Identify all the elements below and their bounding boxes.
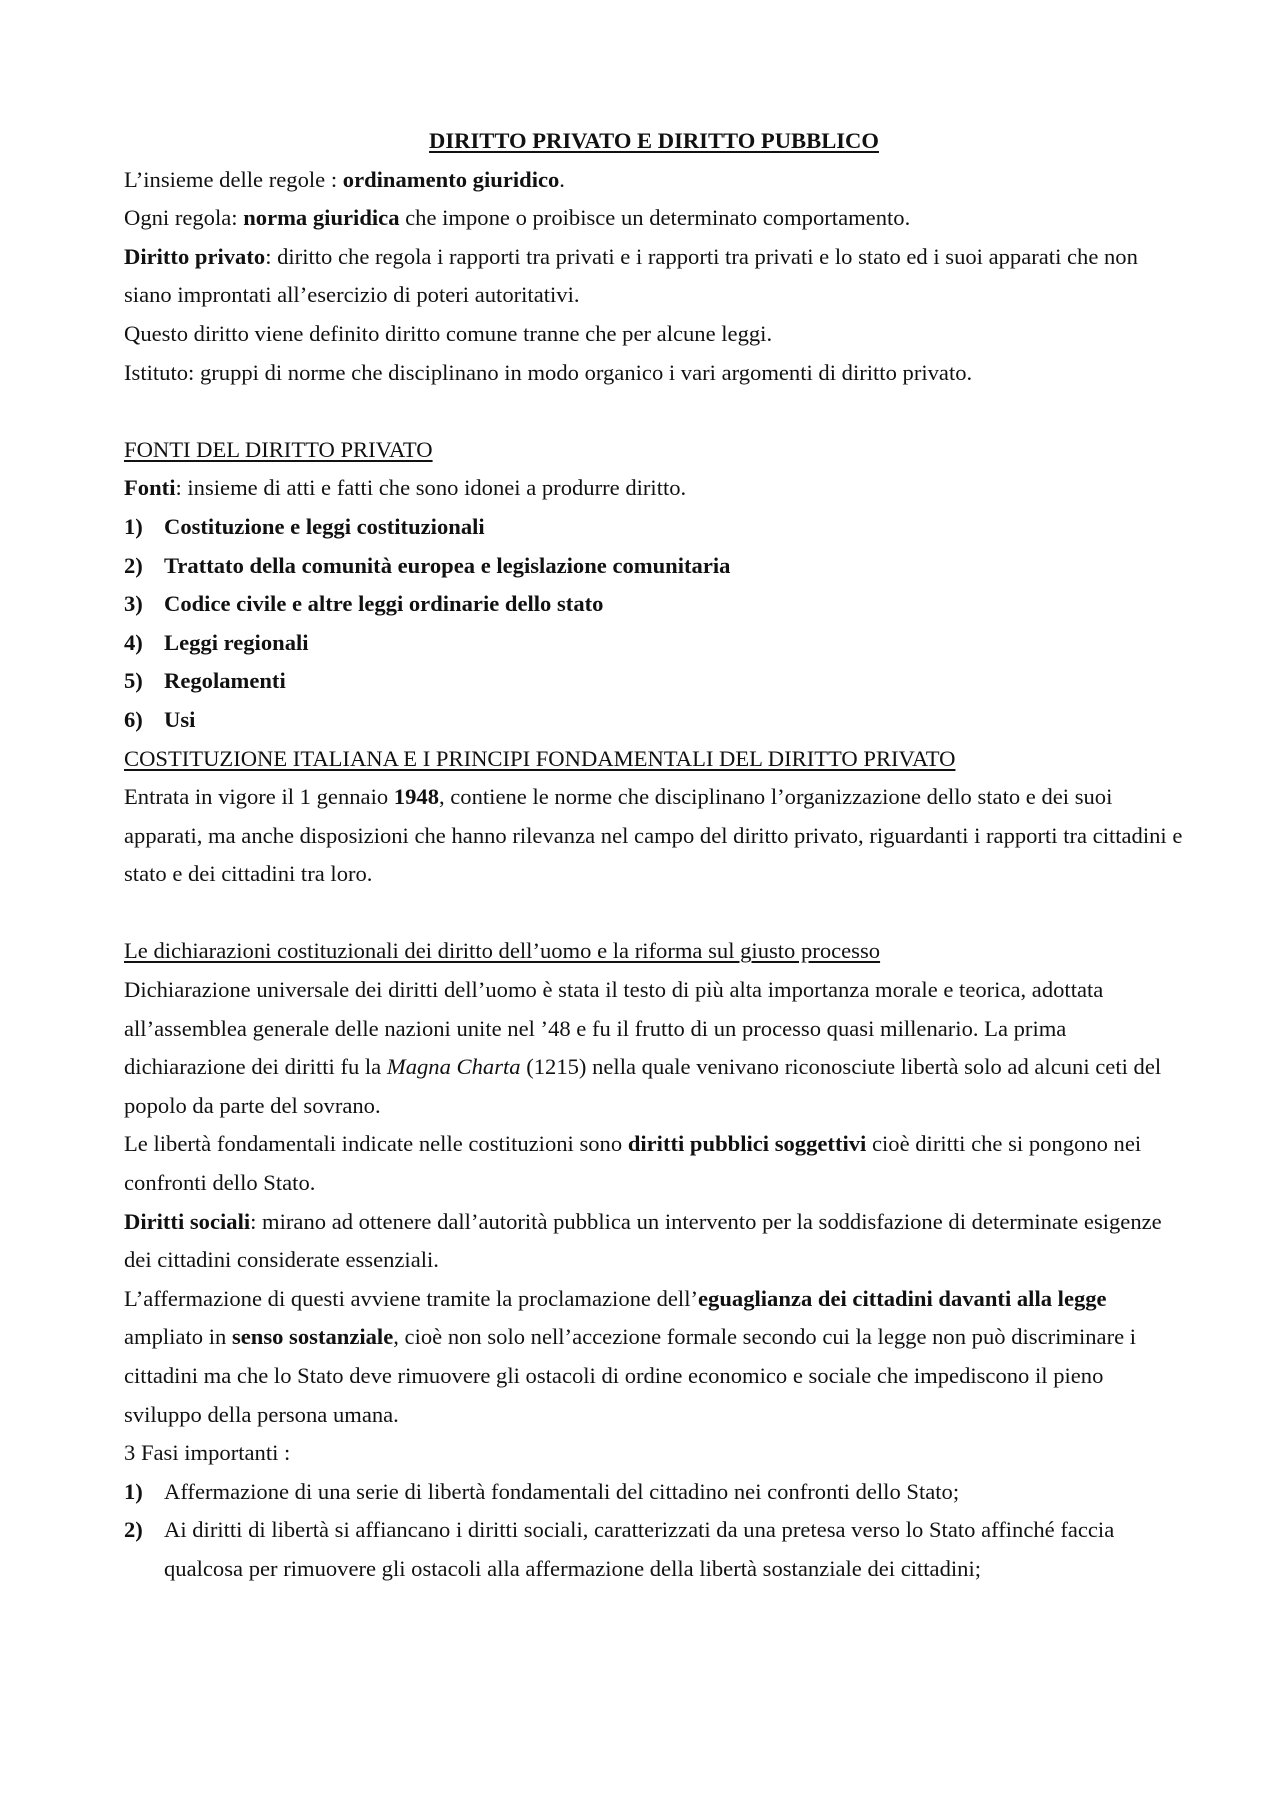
document-body <box>124 122 1184 1589</box>
text-span: che impone o proibisce un determinato comportamento. <box>399 205 911 231</box>
list-number: 2) <box>124 1517 143 1543</box>
list-number: 1) <box>124 513 143 539</box>
fasi-label: 3 Fasi importanti : <box>124 1440 291 1466</box>
term-ordinamento-giuridico: ordinamento giuridico <box>342 166 560 192</box>
fonti-item <box>124 508 1184 547</box>
list-text: Ai diritti di libertà si affiancano i diritti sociali, caratterizzati da una pretesa verso lo Stato affinché faccia qualcosa per rimuovere gli ostacoli alla affermazione della libertà sostanziale dei cittadini; <box>164 1517 1115 1581</box>
list-text: Trattato della comunità europea e legislazione comunitaria <box>164 552 731 578</box>
text-span: : diritto che regola i rapporti tra privati e i rapporti tra privati e lo stato ed i suoi apparati che non siano improntati all’esercizio di poteri autoritativi. <box>124 243 1138 308</box>
fonti-definition <box>124 469 1184 508</box>
fasi-item <box>124 1473 1184 1512</box>
list-text: Affermazione di una serie di libertà fondamentali del cittadino nei confronti dello Stato; <box>164 1478 960 1504</box>
term-fonti: Fonti <box>124 475 176 501</box>
text-span: , contiene le norme che disciplinano l’organizzazione dello stato e dei suoi apparati, ma anche disposizioni che hanno rilevanza nel campo del diritto privato, riguardanti i rapporti tra cittadini e stato e dei cittadini tra loro. <box>124 784 1183 887</box>
term-eguaglianza: eguaglianza dei cittadini davanti alla legge <box>698 1285 1107 1311</box>
intro-istituto: Istituto: gruppi di norme che disciplinano in modo organico i vari argomenti di diritto privato. <box>124 359 973 385</box>
list-number: 3) <box>124 591 143 617</box>
text-span: Entrata in vigore il 1 gennaio <box>124 784 394 810</box>
term-norma-giuridica: norma giuridica <box>243 205 400 231</box>
text-span: L’insieme delle regole : <box>124 166 343 192</box>
text-span: cioè diritti che si pongono nei confronti dello Stato. <box>124 1131 1142 1196</box>
list-number: 6) <box>124 706 143 732</box>
text-span: (1215) nella quale venivano riconosciute libertà solo ad alcuni ceti del popolo da parte del sovrano. <box>124 1054 1162 1118</box>
text-span: : insieme di atti e fatti che sono idonei a produrre diritto. <box>175 475 687 501</box>
list-number: 2) <box>124 552 143 578</box>
fonti-item <box>124 585 1184 624</box>
blank-line <box>124 392 1184 431</box>
dichiarazioni-paragraph-1 <box>124 971 1184 1125</box>
fonti-item <box>124 547 1184 586</box>
fonti-item <box>124 662 1184 701</box>
list-text: Costituzione e leggi costituzionali <box>164 513 485 539</box>
fonti-item <box>124 701 1184 740</box>
list-text: Regolamenti <box>164 668 286 694</box>
list-text: Leggi regionali <box>164 629 309 655</box>
text-span: Ogni regola: <box>124 205 244 231</box>
dichiarazioni-paragraph-3 <box>124 1203 1184 1280</box>
dichiarazioni-paragraph-4 <box>124 1280 1184 1434</box>
text-span: L’affermazione di questi avviene tramite la proclamazione dell’ <box>124 1285 699 1311</box>
fonti-heading: FONTI DEL DIRITTO PRIVATO <box>124 436 433 462</box>
term-diritti-pubblici-soggettivi: diritti pubblici soggettivi <box>627 1131 867 1157</box>
list-number: 5) <box>124 668 143 694</box>
list-number: 4) <box>124 629 143 655</box>
year-1948: 1948 <box>393 784 439 810</box>
fasi-item <box>124 1511 1184 1588</box>
list-text: Usi <box>164 706 196 732</box>
intro-diritto-privato <box>124 238 1184 315</box>
text-span: Dichiarazione universale dei diritti dell’uomo è stata il testo di più alta importanza morale e teorica, adottata all’assemblea generale delle nazioni unite nel ’48 e fu il frutto di un processo quasi millenario. La prima dichiarazione dei diritti fu la <box>124 977 1104 1080</box>
costituzione-paragraph <box>124 778 1184 894</box>
intro-line-norma <box>124 199 1184 238</box>
term-diritto-privato: Diritto privato <box>124 243 266 269</box>
intro-line-ordinamento <box>124 161 1184 200</box>
term-diritti-sociali: Diritti sociali <box>124 1208 251 1234</box>
costituzione-heading: COSTITUZIONE ITALIANA E I PRINCIPI FONDAMENTALI DEL DIRITTO PRIVATO <box>124 745 956 771</box>
document-title: DIRITTO PRIVATO E DIRITTO PUBBLICO <box>429 128 879 153</box>
text-span: : mirano ad ottenere dall’autorità pubblica un intervento per la soddisfazione di determinate esigenze dei cittadini considerate essenziali. <box>124 1208 1162 1273</box>
term-senso-sostanziale: senso sostanziale <box>231 1324 394 1350</box>
dichiarazioni-paragraph-2 <box>124 1125 1184 1202</box>
intro-diritto-comune: Questo diritto viene definito diritto comune tranne che per alcune leggi. <box>124 320 773 346</box>
text-span: Le libertà fondamentali indicate nelle costituzioni sono <box>124 1131 628 1157</box>
term-magna-charta: Magna Charta <box>386 1054 521 1080</box>
list-number: 1) <box>124 1478 143 1504</box>
fonti-item <box>124 624 1184 663</box>
blank-line <box>124 894 1184 933</box>
text-span: , cioè non solo nell’accezione formale secondo cui la legge non può discriminare i cittadini ma che lo Stato deve rimuovere gli ostacoli di ordine economico e sociale che impediscono il pieno sviluppo della persona umana. <box>124 1324 1137 1427</box>
list-text: Codice civile e altre leggi ordinarie dello stato <box>164 591 604 617</box>
dichiarazioni-heading: Le dichiarazioni costituzionali dei diritto dell’uomo e la riforma sul giusto processo <box>124 938 881 964</box>
text-span: . <box>559 166 565 192</box>
text-span: ampliato in <box>124 1324 232 1350</box>
